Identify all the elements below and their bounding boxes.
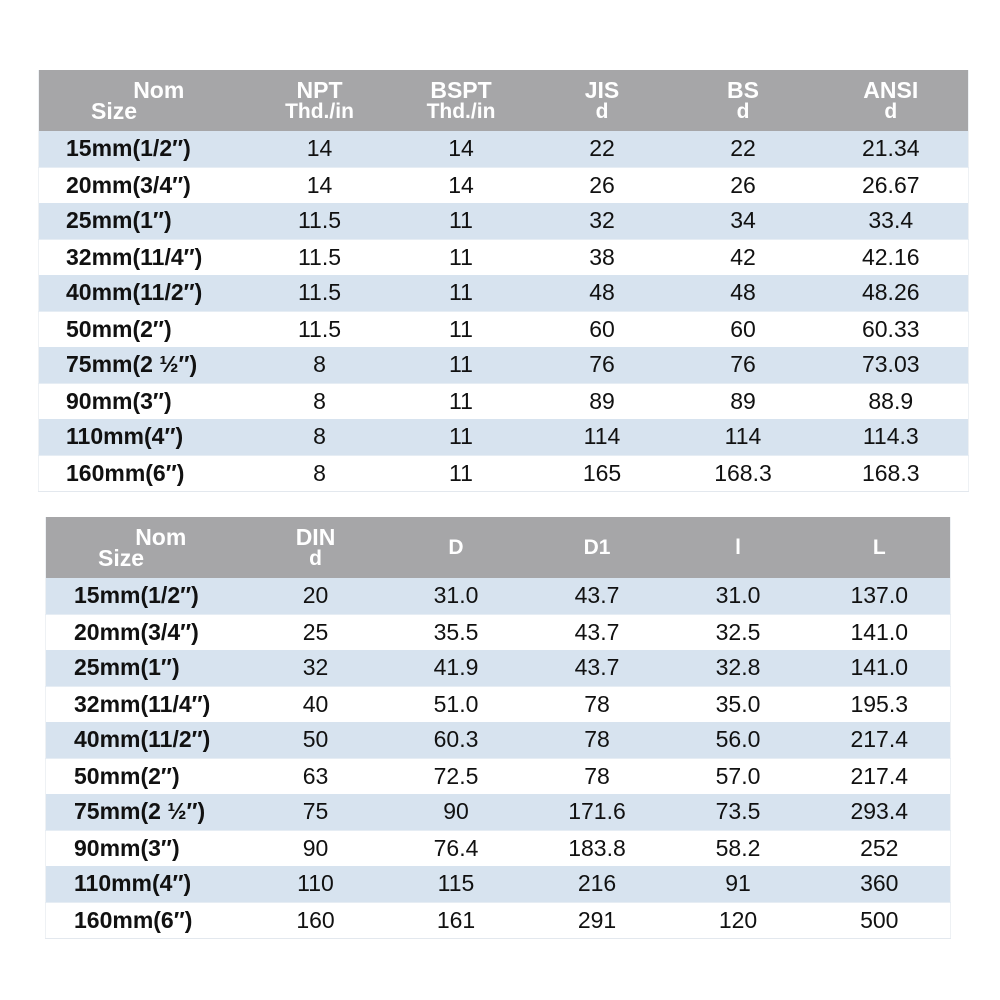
table-row — [39, 167, 969, 203]
nominal-size-cell: 32mm(11/4″) — [39, 239, 249, 275]
value-cell: 8 — [249, 419, 391, 455]
value-cell: 56.0 — [668, 722, 809, 758]
value-cell: 33.4 — [814, 203, 969, 239]
l-small-column-header: l — [668, 517, 809, 578]
value-cell: 14 — [249, 131, 391, 167]
value-cell: 32 — [246, 650, 386, 686]
value-cell: 90 — [246, 830, 386, 866]
value-cell: 8 — [249, 347, 391, 383]
value-cell: 91 — [668, 866, 809, 902]
value-cell: 63 — [246, 758, 386, 794]
table-row — [39, 239, 969, 275]
value-cell: 120 — [668, 902, 809, 939]
value-cell: 11.5 — [249, 203, 391, 239]
value-cell: 48 — [673, 275, 814, 311]
value-cell: 141.0 — [809, 650, 951, 686]
value-cell: 42 — [673, 239, 814, 275]
bs-column-header: BS d — [673, 70, 814, 131]
value-cell: 78 — [527, 722, 668, 758]
table-row — [39, 455, 969, 492]
value-cell: 216 — [527, 866, 668, 902]
value-cell: 32.5 — [668, 614, 809, 650]
nominal-size-cell: 32mm(11/4″) — [46, 686, 246, 722]
table-row — [39, 275, 969, 311]
value-cell: 32.8 — [668, 650, 809, 686]
table-row — [46, 830, 951, 866]
table-row — [46, 578, 951, 614]
table-header-row — [46, 517, 951, 578]
value-cell: 114.3 — [814, 419, 969, 455]
value-cell: 60 — [673, 311, 814, 347]
nom-size-header: Nom Size — [39, 70, 249, 131]
table-header-row — [39, 70, 969, 131]
value-cell: 22 — [532, 131, 673, 167]
value-cell: 11 — [391, 203, 532, 239]
nominal-size-cell: 15mm(1/2″) — [39, 131, 249, 167]
value-cell: 78 — [527, 758, 668, 794]
nominal-size-cell: 20mm(3/4″) — [39, 167, 249, 203]
table-row — [46, 794, 951, 830]
value-cell: 26 — [673, 167, 814, 203]
value-cell: 11 — [391, 311, 532, 347]
nominal-size-cell: 40mm(11/2″) — [46, 722, 246, 758]
value-cell: 78 — [527, 686, 668, 722]
value-cell: 72.5 — [386, 758, 527, 794]
value-cell: 89 — [532, 383, 673, 419]
table-row — [46, 650, 951, 686]
value-cell: 11.5 — [249, 311, 391, 347]
value-cell: 73.5 — [668, 794, 809, 830]
nominal-size-cell: 20mm(3/4″) — [46, 614, 246, 650]
nominal-size-cell: 50mm(2″) — [46, 758, 246, 794]
value-cell: 58.2 — [668, 830, 809, 866]
value-cell: 60.3 — [386, 722, 527, 758]
value-cell: 48.26 — [814, 275, 969, 311]
value-cell: 8 — [249, 383, 391, 419]
table-row — [46, 614, 951, 650]
value-cell: 43.7 — [527, 578, 668, 614]
value-cell: 35.0 — [668, 686, 809, 722]
nom-size-header: Nom Size — [46, 517, 246, 578]
value-cell: 500 — [809, 902, 951, 939]
value-cell: 11.5 — [249, 275, 391, 311]
table-row — [46, 902, 951, 939]
table-row — [39, 383, 969, 419]
value-cell: 26.67 — [814, 167, 969, 203]
value-cell: 32 — [532, 203, 673, 239]
nominal-size-cell: 15mm(1/2″) — [46, 578, 246, 614]
value-cell: 57.0 — [668, 758, 809, 794]
value-cell: 50 — [246, 722, 386, 758]
nominal-size-cell: 110mm(4″) — [39, 419, 249, 455]
nominal-size-cell: 90mm(3″) — [39, 383, 249, 419]
nominal-size-cell: 40mm(11/2″) — [39, 275, 249, 311]
value-cell: 21.34 — [814, 131, 969, 167]
value-cell: 76 — [532, 347, 673, 383]
value-cell: 168.3 — [814, 455, 969, 492]
value-cell: 14 — [391, 167, 532, 203]
value-cell: 88.9 — [814, 383, 969, 419]
value-cell: 291 — [527, 902, 668, 939]
nominal-size-cell: 160mm(6″) — [46, 902, 246, 939]
value-cell: 22 — [673, 131, 814, 167]
value-cell: 42.16 — [814, 239, 969, 275]
value-cell: 252 — [809, 830, 951, 866]
value-cell: 195.3 — [809, 686, 951, 722]
value-cell: 89 — [673, 383, 814, 419]
table-row — [46, 686, 951, 722]
value-cell: 14 — [249, 167, 391, 203]
l-length-column-header: L — [809, 517, 951, 578]
value-cell: 60 — [532, 311, 673, 347]
value-cell: 137.0 — [809, 578, 951, 614]
value-cell: 141.0 — [809, 614, 951, 650]
nominal-size-cell: 25mm(1″) — [46, 650, 246, 686]
table-row — [39, 419, 969, 455]
table-body — [39, 131, 969, 492]
ansi-column-header: ANSI d — [814, 70, 969, 131]
jis-column-header: JIS d — [532, 70, 673, 131]
value-cell: 217.4 — [809, 758, 951, 794]
value-cell: 171.6 — [527, 794, 668, 830]
value-cell: 161 — [386, 902, 527, 939]
table-row — [46, 722, 951, 758]
value-cell: 26 — [532, 167, 673, 203]
value-cell: 11 — [391, 275, 532, 311]
value-cell: 11 — [391, 455, 532, 492]
value-cell: 11.5 — [249, 239, 391, 275]
value-cell: 11 — [391, 383, 532, 419]
value-cell: 165 — [532, 455, 673, 492]
value-cell: 115 — [386, 866, 527, 902]
table-row — [39, 131, 969, 167]
value-cell: 11 — [391, 239, 532, 275]
value-cell: 43.7 — [527, 614, 668, 650]
value-cell: 60.33 — [814, 311, 969, 347]
npt-column-header: NPT Thd./in — [249, 70, 391, 131]
nominal-size-cell: 25mm(1″) — [39, 203, 249, 239]
value-cell: 114 — [532, 419, 673, 455]
value-cell: 11 — [391, 419, 532, 455]
value-cell: 76.4 — [386, 830, 527, 866]
table-row — [39, 203, 969, 239]
table-row — [39, 311, 969, 347]
din-column-header: DIN d — [246, 517, 386, 578]
value-cell: 41.9 — [386, 650, 527, 686]
value-cell: 20 — [246, 578, 386, 614]
value-cell: 73.03 — [814, 347, 969, 383]
pipe-spec-table-threads — [38, 70, 969, 492]
value-cell: 76 — [673, 347, 814, 383]
table-body — [46, 578, 951, 939]
value-cell: 90 — [386, 794, 527, 830]
value-cell: 51.0 — [386, 686, 527, 722]
value-cell: 40 — [246, 686, 386, 722]
value-cell: 25 — [246, 614, 386, 650]
value-cell: 360 — [809, 866, 951, 902]
table-row — [46, 866, 951, 902]
value-cell: 35.5 — [386, 614, 527, 650]
nominal-size-cell: 160mm(6″) — [39, 455, 249, 492]
value-cell: 75 — [246, 794, 386, 830]
value-cell: 43.7 — [527, 650, 668, 686]
value-cell: 34 — [673, 203, 814, 239]
value-cell: 168.3 — [673, 455, 814, 492]
value-cell: 110 — [246, 866, 386, 902]
value-cell: 31.0 — [386, 578, 527, 614]
value-cell: 293.4 — [809, 794, 951, 830]
d1-column-header: D1 — [527, 517, 668, 578]
value-cell: 38 — [532, 239, 673, 275]
nominal-size-cell: 50mm(2″) — [39, 311, 249, 347]
value-cell: 183.8 — [527, 830, 668, 866]
value-cell: 8 — [249, 455, 391, 492]
d-column-header: D — [386, 517, 527, 578]
nominal-size-cell: 75mm(2 ½″) — [39, 347, 249, 383]
value-cell: 114 — [673, 419, 814, 455]
value-cell: 11 — [391, 347, 532, 383]
table-row — [46, 758, 951, 794]
nominal-size-cell: 75mm(2 ½″) — [46, 794, 246, 830]
value-cell: 160 — [246, 902, 386, 939]
value-cell: 31.0 — [668, 578, 809, 614]
nominal-size-cell: 110mm(4″) — [46, 866, 246, 902]
value-cell: 14 — [391, 131, 532, 167]
pipe-spec-table-dimensions — [45, 517, 951, 939]
bspt-column-header: BSPT Thd./in — [391, 70, 532, 131]
nominal-size-cell: 90mm(3″) — [46, 830, 246, 866]
value-cell: 48 — [532, 275, 673, 311]
value-cell: 217.4 — [809, 722, 951, 758]
table-row — [39, 347, 969, 383]
